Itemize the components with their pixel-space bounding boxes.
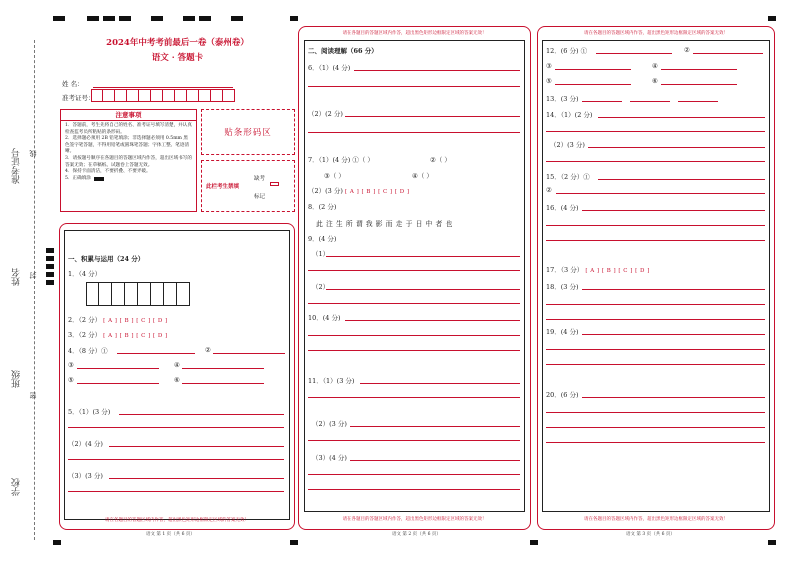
q1-char-grid[interactable] (86, 282, 190, 306)
answer-line[interactable] (119, 414, 284, 415)
answer-line[interactable] (182, 383, 264, 384)
q20-label: 20．(6 分) (546, 391, 579, 399)
answer-line[interactable] (588, 147, 765, 148)
q11-3-label: （3）(4 分) (312, 454, 347, 462)
q3-label: 3．（2 分） [ A ] [ B ] [ C ] [ D ] (68, 331, 168, 339)
answer-line[interactable] (308, 350, 520, 351)
q11-2-label: （2）(3 分) (312, 420, 347, 428)
answer-line[interactable] (546, 161, 765, 162)
answer-line[interactable] (182, 368, 264, 369)
answer-line[interactable] (345, 116, 520, 117)
answer-line[interactable] (546, 442, 765, 443)
answer-line[interactable] (308, 474, 520, 475)
answer-line[interactable] (582, 397, 765, 398)
q14-1-label: 14．（1）(2 分) (546, 111, 593, 119)
q9-1-label: （1） (312, 250, 330, 258)
q17-label: 17．（3 分） [ A ] [ B ] [ C ] [ D ] (546, 266, 650, 274)
q12-6-label: ⑥ (652, 77, 658, 85)
answer-line[interactable] (598, 179, 765, 180)
answer-line[interactable] (661, 69, 737, 70)
answer-line[interactable] (661, 84, 737, 85)
q7-4-label: ④（ ） (412, 172, 433, 180)
answer-line[interactable] (546, 427, 765, 428)
q14-2-label: （2）(3 分) (550, 141, 585, 149)
answer-line[interactable] (117, 353, 195, 354)
notice-box (60, 109, 197, 212)
q11-1-label: 11．（1）(3 分) (308, 377, 355, 385)
q8-sentence: 此 注 生 所 谓 我 影 而 走 于 日 中 者 也 (316, 220, 453, 228)
side-exam-no-label: 准考证号 (12, 148, 22, 184)
answer-line[interactable] (546, 349, 765, 350)
absent-mark-text: 标记 (254, 194, 266, 200)
section-1-title: 一、积累与运用（24 分） (68, 255, 145, 263)
notice-title: 注意事项 (61, 110, 196, 121)
answer-line[interactable] (308, 397, 520, 398)
q4-5-label: ⑤ (68, 376, 74, 384)
page-1-footer: 语文 第 1 页（共 6 页） (146, 532, 195, 537)
answer-line[interactable] (360, 383, 520, 384)
q5-1-label: 5．（1）(3 分) (68, 408, 111, 416)
answer-line[interactable] (213, 353, 285, 354)
notice-item: 1．答题前，考生先将自己的姓名、准考证号填写清楚，并认真检查监考员所粘贴的条形码。 (65, 123, 192, 135)
answer-line[interactable] (77, 383, 159, 384)
answer-line[interactable] (546, 364, 765, 365)
registration-mark (768, 16, 776, 21)
q8-label: 8．(2 分) (308, 203, 337, 211)
q12-3-label: ③ (546, 62, 552, 70)
q6-1-label: 6．（1）(4 分) (308, 64, 351, 72)
registration-mark (46, 264, 54, 269)
registration-mark (103, 16, 115, 21)
page-2-footer: 语文 第 2 页（共 6 页） (392, 532, 441, 537)
answer-line[interactable] (582, 210, 765, 211)
q7-2-options[interactable]: [ A ] [ B ] [ C ] [ D ] (345, 189, 410, 195)
q13-label: 13．(3 分) (546, 95, 579, 103)
answer-line[interactable] (546, 240, 765, 241)
barcode-area (201, 109, 295, 155)
absent-text: 缺考 (254, 176, 266, 182)
q7-2-label: （2）(3 分) [ A ] [ B ] [ C ] [ D ] (308, 187, 410, 195)
q15-2-label: ② (546, 186, 552, 194)
answer-line[interactable] (308, 86, 520, 87)
q9-label: 9．(4 分) (308, 235, 337, 243)
q3-options[interactable]: [ A ] [ B ] [ C ] [ D ] (103, 333, 168, 339)
section-2-title: 二、阅读理解（66 分） (308, 47, 378, 55)
registration-mark (53, 16, 65, 21)
q7-3-label: ③（ ） (324, 172, 345, 180)
q16-label: 16．(4 分) (546, 204, 579, 212)
side-name-label: 姓名 (12, 268, 22, 286)
filled-example-mark (94, 177, 104, 181)
q6-2-label: （2）(2 分) (308, 110, 343, 118)
registration-mark (290, 540, 298, 545)
q12-2-label: ② (684, 46, 690, 54)
answer-line[interactable] (345, 320, 520, 321)
q9-2-label: （2） (312, 283, 330, 291)
q7-1-label: 7．（1）(4 分) ①（ ） (308, 156, 374, 164)
registration-mark (231, 16, 243, 21)
registration-mark (46, 248, 54, 253)
answer-line[interactable] (555, 69, 631, 70)
name-label: 姓 名： (62, 80, 84, 88)
answer-line[interactable] (596, 53, 672, 54)
q2-options[interactable]: [ A ] [ B ] [ C ] [ D ] (103, 318, 168, 324)
registration-mark (183, 16, 195, 21)
q12-label: 12．(6 分) ① (546, 47, 588, 55)
registration-mark (768, 540, 776, 545)
notice-item: 3．请按题号顺序在各题目的答题区域内作答，超出区域书写的答案无效；在草稿纸、试题卷上答题无效。 (65, 155, 192, 168)
q4-6-label: ⑥ (174, 376, 180, 384)
page-3-footer: 语文 第 3 页（共 6 页） (626, 532, 675, 537)
notice-item: 4．保持卡面清洁，不要折叠、不要弄破。 (65, 169, 151, 175)
binding-line (34, 40, 35, 540)
answer-line[interactable] (68, 459, 284, 460)
answer-line[interactable] (582, 289, 765, 290)
q4-label: 4．（8 分）① (68, 347, 108, 355)
q15-1-label: 15．（2 分）① (546, 173, 590, 181)
q4-4-label: ④ (174, 361, 180, 369)
answer-line[interactable] (109, 478, 284, 479)
absent-checkbox[interactable] (270, 182, 279, 186)
answer-line[interactable] (582, 334, 765, 335)
absent-area (201, 160, 295, 212)
registration-mark (199, 16, 211, 21)
answer-line[interactable] (546, 304, 765, 305)
registration-mark (119, 16, 131, 21)
q12-4-label: ④ (652, 62, 658, 70)
answer-line[interactable] (556, 193, 765, 194)
answer-line[interactable] (326, 256, 520, 257)
answer-line[interactable] (308, 489, 520, 490)
exam-title: 2024年中考考前最后一卷（泰州卷） (106, 38, 249, 48)
answer-line[interactable] (308, 270, 520, 271)
answer-line[interactable] (68, 427, 284, 428)
answer-line[interactable] (308, 335, 520, 336)
answer-line[interactable] (546, 319, 765, 320)
answer-line[interactable] (693, 53, 763, 54)
notice-item: 2．选择题必须用 2B 铅笔填涂；非选择题必须用 0.5mm 黑色签字笔答题，不得用铅笔或圆珠笔答题；字体工整、笔迹清晰。 (65, 136, 190, 155)
answer-line[interactable] (308, 303, 520, 304)
q1-label: 1．（4 分） (68, 270, 102, 278)
registration-mark (151, 16, 163, 21)
q19-label: 19．(4 分) (546, 328, 579, 336)
answer-line[interactable] (546, 225, 765, 226)
registration-mark (46, 272, 54, 277)
absent-label: 此栏考生禁填 (206, 184, 240, 190)
answer-line[interactable] (555, 84, 631, 85)
answer-line[interactable] (350, 426, 520, 427)
exam-no-boxes[interactable] (91, 89, 235, 102)
answer-line[interactable] (598, 117, 765, 118)
side-class-label: 班级 (12, 370, 22, 388)
registration-mark (53, 540, 61, 545)
q2-label: 2．（2 分） [ A ] [ B ] [ C ] [ D ] (68, 316, 168, 324)
registration-mark (530, 540, 538, 545)
answer-line[interactable] (582, 101, 622, 102)
answer-line[interactable] (68, 491, 284, 492)
answer-line[interactable] (308, 440, 520, 441)
exam-subtitle: 语文 · 答题卡 (151, 53, 204, 63)
registration-mark (290, 16, 298, 21)
notice-item: 5．正确填涂 (65, 175, 91, 181)
answer-line[interactable] (678, 101, 718, 102)
answer-line[interactable] (546, 412, 765, 413)
q7-1b-label: ②（ ） (430, 156, 451, 164)
name-input-line[interactable] (93, 87, 233, 88)
q10-label: 10．(4 分) (308, 314, 341, 322)
answer-line[interactable] (354, 70, 520, 71)
answer-line[interactable] (350, 460, 520, 461)
answer-line[interactable] (308, 132, 520, 133)
answer-line[interactable] (546, 131, 765, 132)
registration-mark (46, 280, 54, 285)
q18-label: 18．(3 分) (546, 283, 579, 291)
q5-2-label: （2）(4 分) (68, 440, 103, 448)
barcode-label: 贴条形码区 (224, 128, 272, 138)
answer-line[interactable] (326, 289, 520, 290)
side-school-label: 学校 (12, 478, 22, 496)
registration-mark (87, 16, 99, 21)
q4-2-label: ② (205, 346, 211, 354)
q4-3-label: ③ (68, 361, 74, 369)
answer-line[interactable] (109, 446, 284, 447)
q12-5-label: ⑤ (546, 77, 552, 85)
side-mi: 密 (29, 392, 37, 399)
answer-line[interactable] (77, 368, 159, 369)
exam-no-label: 准考证号： (62, 94, 95, 102)
q5-3-label: （3）(3 分) (68, 472, 103, 480)
q17-options[interactable]: [ A ] [ B ] [ C ] [ D ] (585, 268, 650, 274)
side-xian: 线 (29, 150, 37, 157)
registration-mark (46, 256, 54, 261)
answer-line[interactable] (630, 101, 670, 102)
side-feng: 封 (29, 272, 37, 279)
